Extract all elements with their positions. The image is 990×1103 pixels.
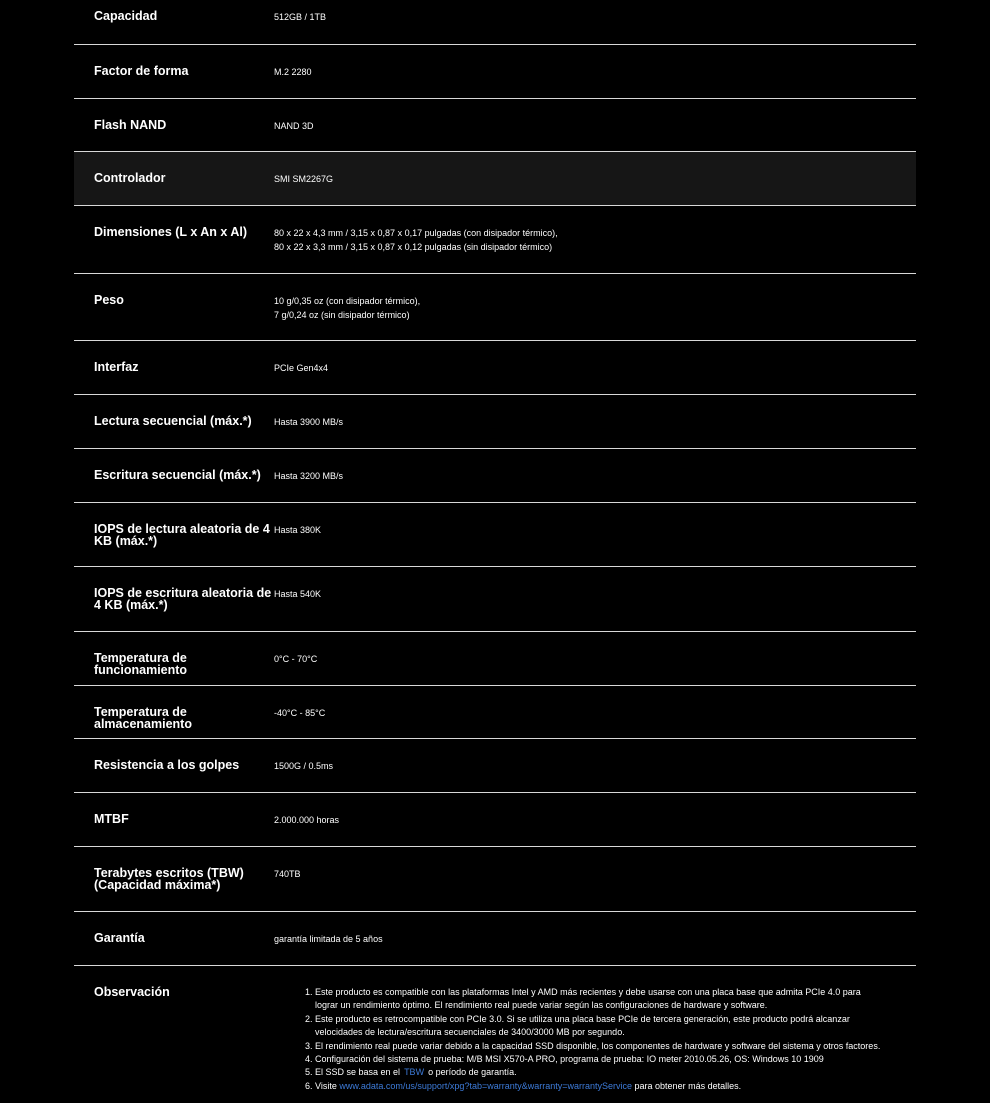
spec-value: Hasta 3900 MB/s <box>274 417 344 427</box>
spec-label: Observación <box>94 985 170 999</box>
spec-value <box>274 206 916 273</box>
specs-table <box>74 0 916 1103</box>
spec-value: 1500G / 0.5ms <box>274 761 334 771</box>
spec-label: Terabytes escritos (TBW)(Capacidad máxima*) <box>94 866 244 892</box>
observation-text: para obtener más detalles. <box>634 1080 742 1091</box>
spec-value: PCIe Gen4x4 <box>274 363 329 373</box>
observation-item <box>305 1066 885 1079</box>
support-link[interactable]: www.adata.com/us/support/xpg?tab=warranty&warranty=warrantyService <box>339 1080 633 1091</box>
spec-label: Capacidad <box>94 9 158 23</box>
spec-value: 740TB <box>274 869 301 879</box>
spec-row-factor-forma <box>74 45 916 99</box>
spec-value-line: 80 x 22 x 4,3 mm / 3,15 x 0,87 x 0,17 pulgadas (con disipador térmico), <box>274 228 558 238</box>
spec-row-capacidad <box>74 0 916 45</box>
observation-text: 5. El SSD se basa en el <box>305 1067 401 1078</box>
spec-value <box>274 274 916 340</box>
observation-text: o período de garantía. <box>428 1067 517 1078</box>
spec-row-tbw <box>74 847 916 912</box>
spec-row-controlador <box>74 152 916 206</box>
observation-list <box>305 966 885 1093</box>
observation-text: 6. Visite <box>305 1080 337 1091</box>
spec-label: Peso <box>94 293 124 307</box>
spec-row-resistencia-golpes <box>74 739 916 793</box>
spec-label: Lectura secuencial (máx.*) <box>94 414 252 428</box>
observation-item: 4. Configuración del sistema de prueba: M/B MSI X570-A PRO, programa de prueba: IO meter 2010.05.26, OS: Windows 10 1909 <box>305 1054 824 1065</box>
spec-value: Hasta 3200 MB/s <box>274 471 344 481</box>
spec-label: IOPS de escritura aleatoria de 4 KB (máx.*) <box>94 586 272 612</box>
spec-row-flash-nand <box>74 99 916 152</box>
spec-row-iops-escritura <box>74 567 916 632</box>
spec-value: 2.000.000 horas <box>274 815 340 825</box>
spec-label: Flash NAND <box>94 118 167 132</box>
spec-row-dimensiones <box>74 206 916 274</box>
spec-label: Escritura secuencial (máx.*) <box>94 468 261 482</box>
spec-row-garantia <box>74 912 916 966</box>
spec-value: -40°C - 85°C <box>274 708 326 718</box>
observation-item: 2. Este producto es retrocompatible con PCIe 3.0. Si se utiliza una placa base PCIe de tercera generación, este producto podrá alcanzar velocidades de lectura/escritura secuenciales de 3400/3000 MB por segundo. <box>305 1013 850 1038</box>
spec-label: Dimensiones (L x An x Al) <box>94 225 248 239</box>
spec-label: MTBF <box>94 812 129 826</box>
spec-label: Temperatura de almacenamiento <box>94 705 192 731</box>
spec-value-line: 10 g/0,35 oz (con disipador térmico), <box>274 296 421 306</box>
spec-value: 512GB / 1TB <box>274 12 327 22</box>
spec-value: 0°C - 70°C <box>274 654 318 664</box>
spec-value: garantía limitada de 5 años <box>274 934 383 944</box>
spec-row-temp-almacenamiento <box>74 686 916 739</box>
spec-row-observacion <box>74 966 916 1103</box>
spec-value: Hasta 540K <box>274 589 322 599</box>
spec-value: Hasta 380K <box>274 525 322 535</box>
observation-notes <box>274 966 916 1103</box>
observation-item: 1. Este producto es compatible con las plataformas Intel y AMD más recientes y debe usarse con una placa base que admita PCIe 4.0 para lograr un rendimiento óptimo. El rendimiento real puede variar según las configuraciones de hardware y software. <box>305 987 861 1011</box>
spec-row-interfaz <box>74 341 916 395</box>
spec-value: SMI SM2267G <box>274 174 334 184</box>
tbw-link[interactable]: TBW <box>404 1067 425 1078</box>
spec-value: M.2 2280 <box>274 67 312 77</box>
spec-value: NAND 3D <box>274 121 314 131</box>
spec-label: Controlador <box>94 171 166 185</box>
spec-row-iops-lectura <box>74 503 916 567</box>
spec-value-line: 80 x 22 x 3,3 mm / 3,15 x 0,87 x 0,12 pulgadas (sin disipador térmico) <box>274 242 553 252</box>
spec-label: Temperatura de funcionamiento <box>94 651 188 677</box>
spec-row-peso <box>74 274 916 341</box>
observation-item: 3. El rendimiento real puede variar debido a la capacidad SSD disponible, los componentes de hardware y software del sistema y otros factores. <box>305 1040 881 1051</box>
spec-label: Interfaz <box>94 360 139 374</box>
spec-label: Garantía <box>94 931 145 945</box>
spec-row-escritura-secuencial <box>74 449 916 503</box>
spec-label: IOPS de lectura aleatoria de 4 KB (máx.*) <box>94 522 270 548</box>
spec-value-line: 7 g/0,24 oz (sin disipador térmico) <box>274 310 410 320</box>
spec-row-mtbf <box>74 793 916 847</box>
spec-row-lectura-secuencial <box>74 395 916 449</box>
observation-item <box>305 1080 885 1093</box>
spec-row-temp-funcionamiento <box>74 632 916 686</box>
spec-label: Resistencia a los golpes <box>94 758 240 772</box>
spec-label: Factor de forma <box>94 64 189 78</box>
